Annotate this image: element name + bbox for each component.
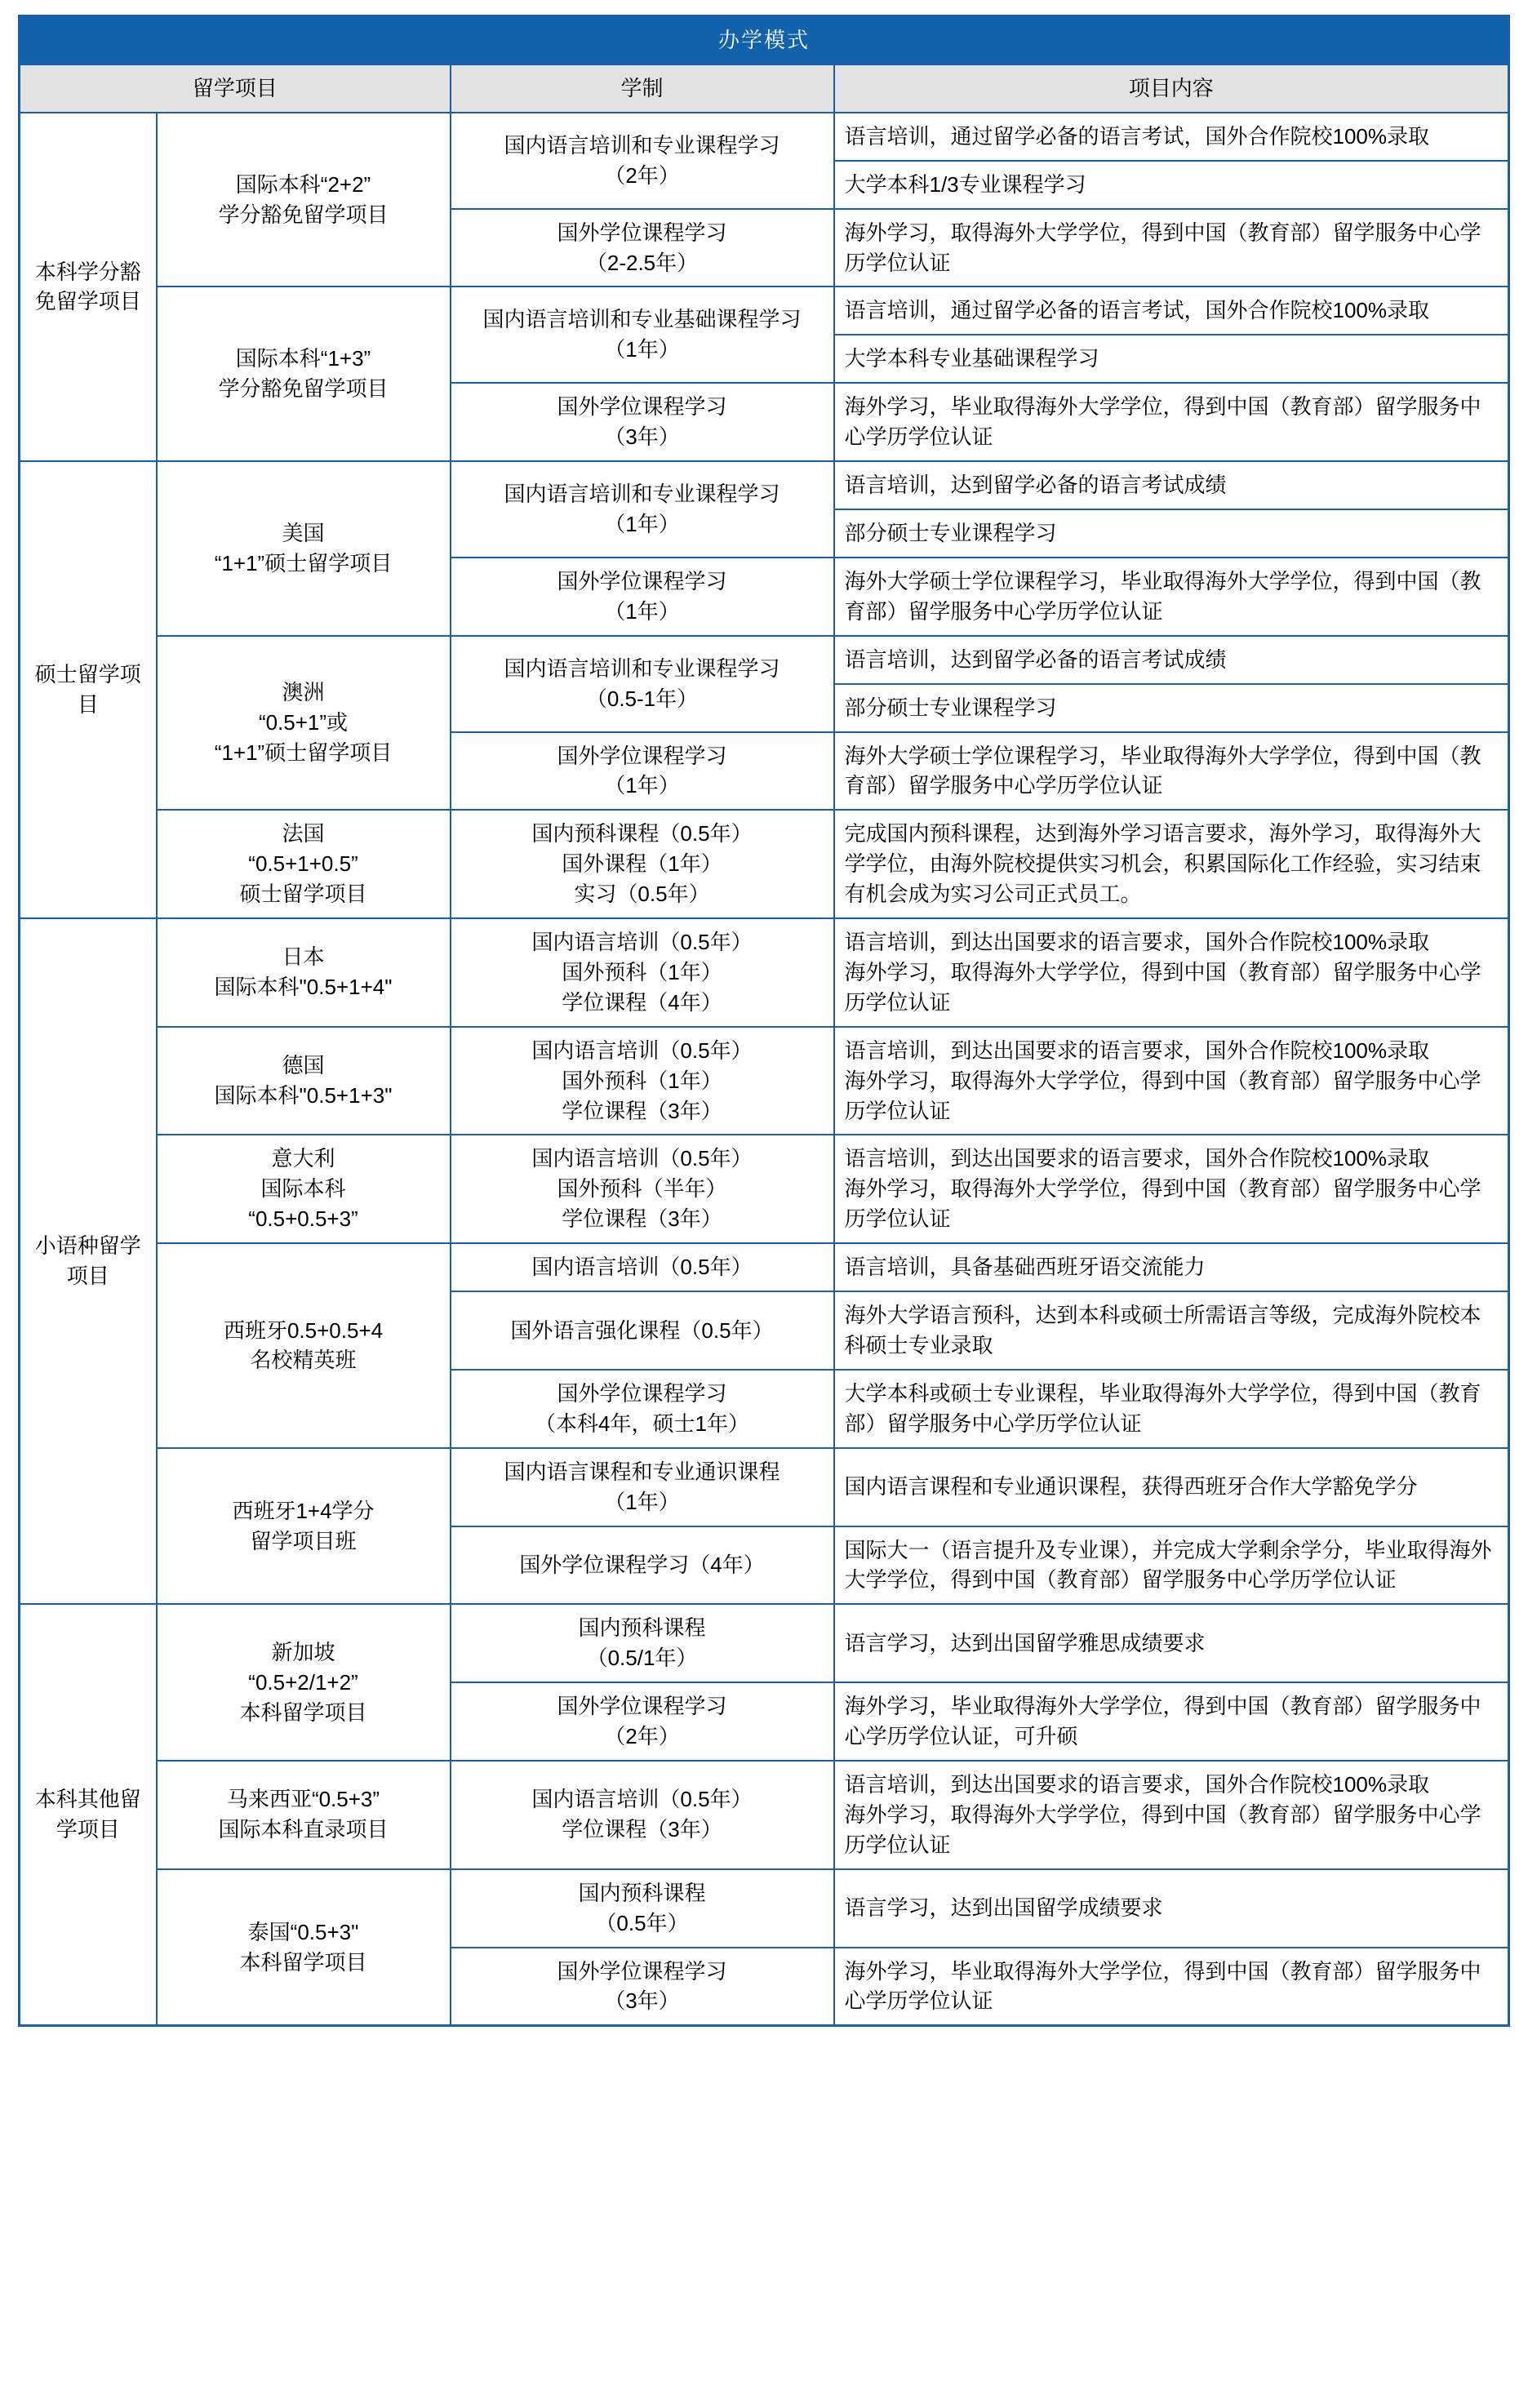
content-cell: 大学本科1/3专业课程学习: [834, 161, 1509, 209]
content-cell: 大学本科或硕士专业课程，毕业取得海外大学学位，得到中国（教育部）留学服务中心学历学位认证: [834, 1370, 1509, 1448]
header-row: [20, 64, 1509, 113]
column-header-content: 项目内容: [834, 64, 1509, 113]
column-header-program: 留学项目: [20, 64, 451, 113]
content-cell: 完成国内预科课程，达到海外学习语言要求，海外学习，取得海外大学学位，由海外院校提供实习机会，积累国际化工作经验，实习结束有机会成为实习公司正式员工。: [834, 810, 1509, 918]
table-row: [20, 1243, 1509, 1291]
content-cell: 语言培训，通过留学必备的语言考试，国外合作院校100%录取: [834, 113, 1509, 161]
content-cell: 语言学习，达到出国留学成绩要求: [834, 1869, 1509, 1948]
content-cell: 海外学习，毕业取得海外大学学位，得到中国（教育部）留学服务中心学历学位认证: [834, 383, 1509, 461]
table-row: [20, 636, 1509, 684]
program-cell: 马来西亚“0.5+3” 国际本科直录项目: [157, 1761, 451, 1869]
system-cell: 国内语言培训和专业课程学习 （2年）: [451, 113, 834, 209]
table-row: [20, 918, 1509, 1027]
table-body: [20, 113, 1509, 2026]
system-cell: 国内语言课程和专业通识课程 （1年）: [451, 1448, 834, 1526]
table-row: [20, 113, 1509, 161]
content-cell: 语言学习，达到出国留学雅思成绩要求: [834, 1604, 1509, 1682]
table-row: [20, 1027, 1509, 1135]
table-row: [20, 1761, 1509, 1869]
content-cell: 海外大学硕士学位课程学习，毕业取得海外大学学位，得到中国（教育部）留学服务中心学历学位认证: [834, 558, 1509, 636]
system-cell: 国内语言培训（0.5年） 国外预科（半年） 学位课程（3年）: [451, 1135, 834, 1243]
program-cell: 意大利 国际本科 “0.5+0.5+3”: [157, 1135, 451, 1243]
system-cell: 国内预科课程 （0.5年）: [451, 1869, 834, 1948]
system-cell: 国外学位课程学习 （3年）: [451, 1948, 834, 2026]
system-cell: 国外学位课程学习 （2-2.5年）: [451, 209, 834, 287]
system-cell: 国外学位课程学习 （1年）: [451, 732, 834, 811]
content-cell: 海外学习，取得海外大学学位，得到中国（教育部）留学服务中心学历学位认证: [834, 209, 1509, 287]
system-cell: 国外学位课程学习（4年）: [451, 1526, 834, 1605]
program-cell: 国际本科“1+3” 学分豁免留学项目: [157, 287, 451, 461]
content-cell: 语言培训，达到留学必备的语言考试成绩: [834, 461, 1509, 509]
content-cell: 语言培训，到达出国要求的语言要求，国外合作院校100%录取 海外学习，取得海外大学学位，得到中国（教育部）留学服务中心学历学位认证: [834, 918, 1509, 1027]
content-cell: 语言培训，通过留学必备的语言考试，国外合作院校100%录取: [834, 287, 1509, 335]
page-title: 办学模式: [20, 16, 1509, 64]
system-cell: 国外学位课程学习 （2年）: [451, 1682, 834, 1761]
system-cell: 国外学位课程学习 （3年）: [451, 383, 834, 461]
system-cell: 国内预科课程（0.5年） 国外课程（1年） 实习（0.5年）: [451, 810, 834, 918]
system-cell: 国内语言培训（0.5年） 国外预科（1年） 学位课程（3年）: [451, 1027, 834, 1135]
program-cell: 澳洲 “0.5+1”或 “1+1”硕士留学项目: [157, 636, 451, 811]
content-cell: 海外学习，毕业取得海外大学学位，得到中国（教育部）留学服务中心学历学位认证: [834, 1948, 1509, 2026]
content-cell: 部分硕士专业课程学习: [834, 684, 1509, 732]
system-cell: 国内语言培训（0.5年） 国外预科（1年） 学位课程（4年）: [451, 918, 834, 1027]
system-cell: 国内语言培训和专业基础课程学习 （1年）: [451, 287, 834, 383]
content-cell: 语言培训，到达出国要求的语言要求，国外合作院校100%录取 海外学习，取得海外大学学位，得到中国（教育部）留学服务中心学历学位认证: [834, 1761, 1509, 1869]
system-cell: 国内语言培训（0.5年）: [451, 1243, 834, 1291]
title-row: [20, 16, 1509, 64]
content-cell: 语言培训，到达出国要求的语言要求，国外合作院校100%录取 海外学习，取得海外大学学位，得到中国（教育部）留学服务中心学历学位认证: [834, 1135, 1509, 1243]
program-cell: 西班牙0.5+0.5+4 名校精英班: [157, 1243, 451, 1448]
table-row: [20, 1448, 1509, 1526]
program-cell: 新加坡 “0.5+2/1+2” 本科留学项目: [157, 1604, 451, 1761]
category-cell: 硕士留学项目: [20, 461, 157, 918]
program-cell: 美国 “1+1”硕士留学项目: [157, 461, 451, 636]
table-row: [20, 1135, 1509, 1243]
program-cell: 国际本科“2+2” 学分豁免留学项目: [157, 113, 451, 287]
system-cell: 国外语言强化课程（0.5年）: [451, 1291, 834, 1370]
study-abroad-model-table: [18, 15, 1510, 2027]
content-cell: 部分硕士专业课程学习: [834, 509, 1509, 558]
table-row: [20, 1869, 1509, 1948]
program-cell: 泰国“0.5+3" 本科留学项目: [157, 1869, 451, 2026]
content-cell: 海外学习，毕业取得海外大学学位，得到中国（教育部）留学服务中心学历学位认证，可升硕: [834, 1682, 1509, 1761]
system-cell: 国外学位课程学习 （本科4年，硕士1年）: [451, 1370, 834, 1448]
system-cell: 国内预科课程 （0.5/1年）: [451, 1604, 834, 1682]
table-row: [20, 287, 1509, 335]
content-cell: 语言培训，具备基础西班牙语交流能力: [834, 1243, 1509, 1291]
category-cell: 本科其他留学项目: [20, 1604, 157, 2025]
content-cell: 海外大学硕士学位课程学习，毕业取得海外大学学位，得到中国（教育部）留学服务中心学历学位认证: [834, 732, 1509, 811]
program-cell: 法国 “0.5+1+0.5” 硕士留学项目: [157, 810, 451, 918]
content-cell: 国内语言课程和专业通识课程，获得西班牙合作大学豁免学分: [834, 1448, 1509, 1526]
table-row: [20, 461, 1509, 509]
category-cell: 本科学分豁免留学项目: [20, 113, 157, 461]
content-cell: 语言培训，达到留学必备的语言考试成绩: [834, 636, 1509, 684]
content-cell: 国际大一（语言提升及专业课），并完成大学剩余学分，毕业取得海外大学学位，得到中国（教育部）留学服务中心学历学位认证: [834, 1526, 1509, 1605]
category-cell: 小语种留学项目: [20, 918, 157, 1604]
system-cell: 国外学位课程学习 （1年）: [451, 558, 834, 636]
table-row: [20, 810, 1509, 918]
column-header-system: 学制: [451, 64, 834, 113]
content-cell: 语言培训，到达出国要求的语言要求，国外合作院校100%录取 海外学习，取得海外大学学位，得到中国（教育部）留学服务中心学历学位认证: [834, 1027, 1509, 1135]
content-cell: 海外大学语言预科，达到本科或硕士所需语言等级，完成海外院校本科硕士专业录取: [834, 1291, 1509, 1370]
table-row: [20, 1604, 1509, 1682]
program-cell: 日本 国际本科"0.5+1+4": [157, 918, 451, 1027]
program-cell: 西班牙1+4学分 留学项目班: [157, 1448, 451, 1605]
content-cell: 大学本科专业基础课程学习: [834, 335, 1509, 383]
system-cell: 国内语言培训和专业课程学习 （1年）: [451, 461, 834, 558]
system-cell: 国内语言培训（0.5年） 学位课程（3年）: [451, 1761, 834, 1869]
program-cell: 德国 国际本科"0.5+1+3": [157, 1027, 451, 1135]
table-head: [20, 16, 1509, 113]
system-cell: 国内语言培训和专业课程学习 （0.5-1年）: [451, 636, 834, 732]
